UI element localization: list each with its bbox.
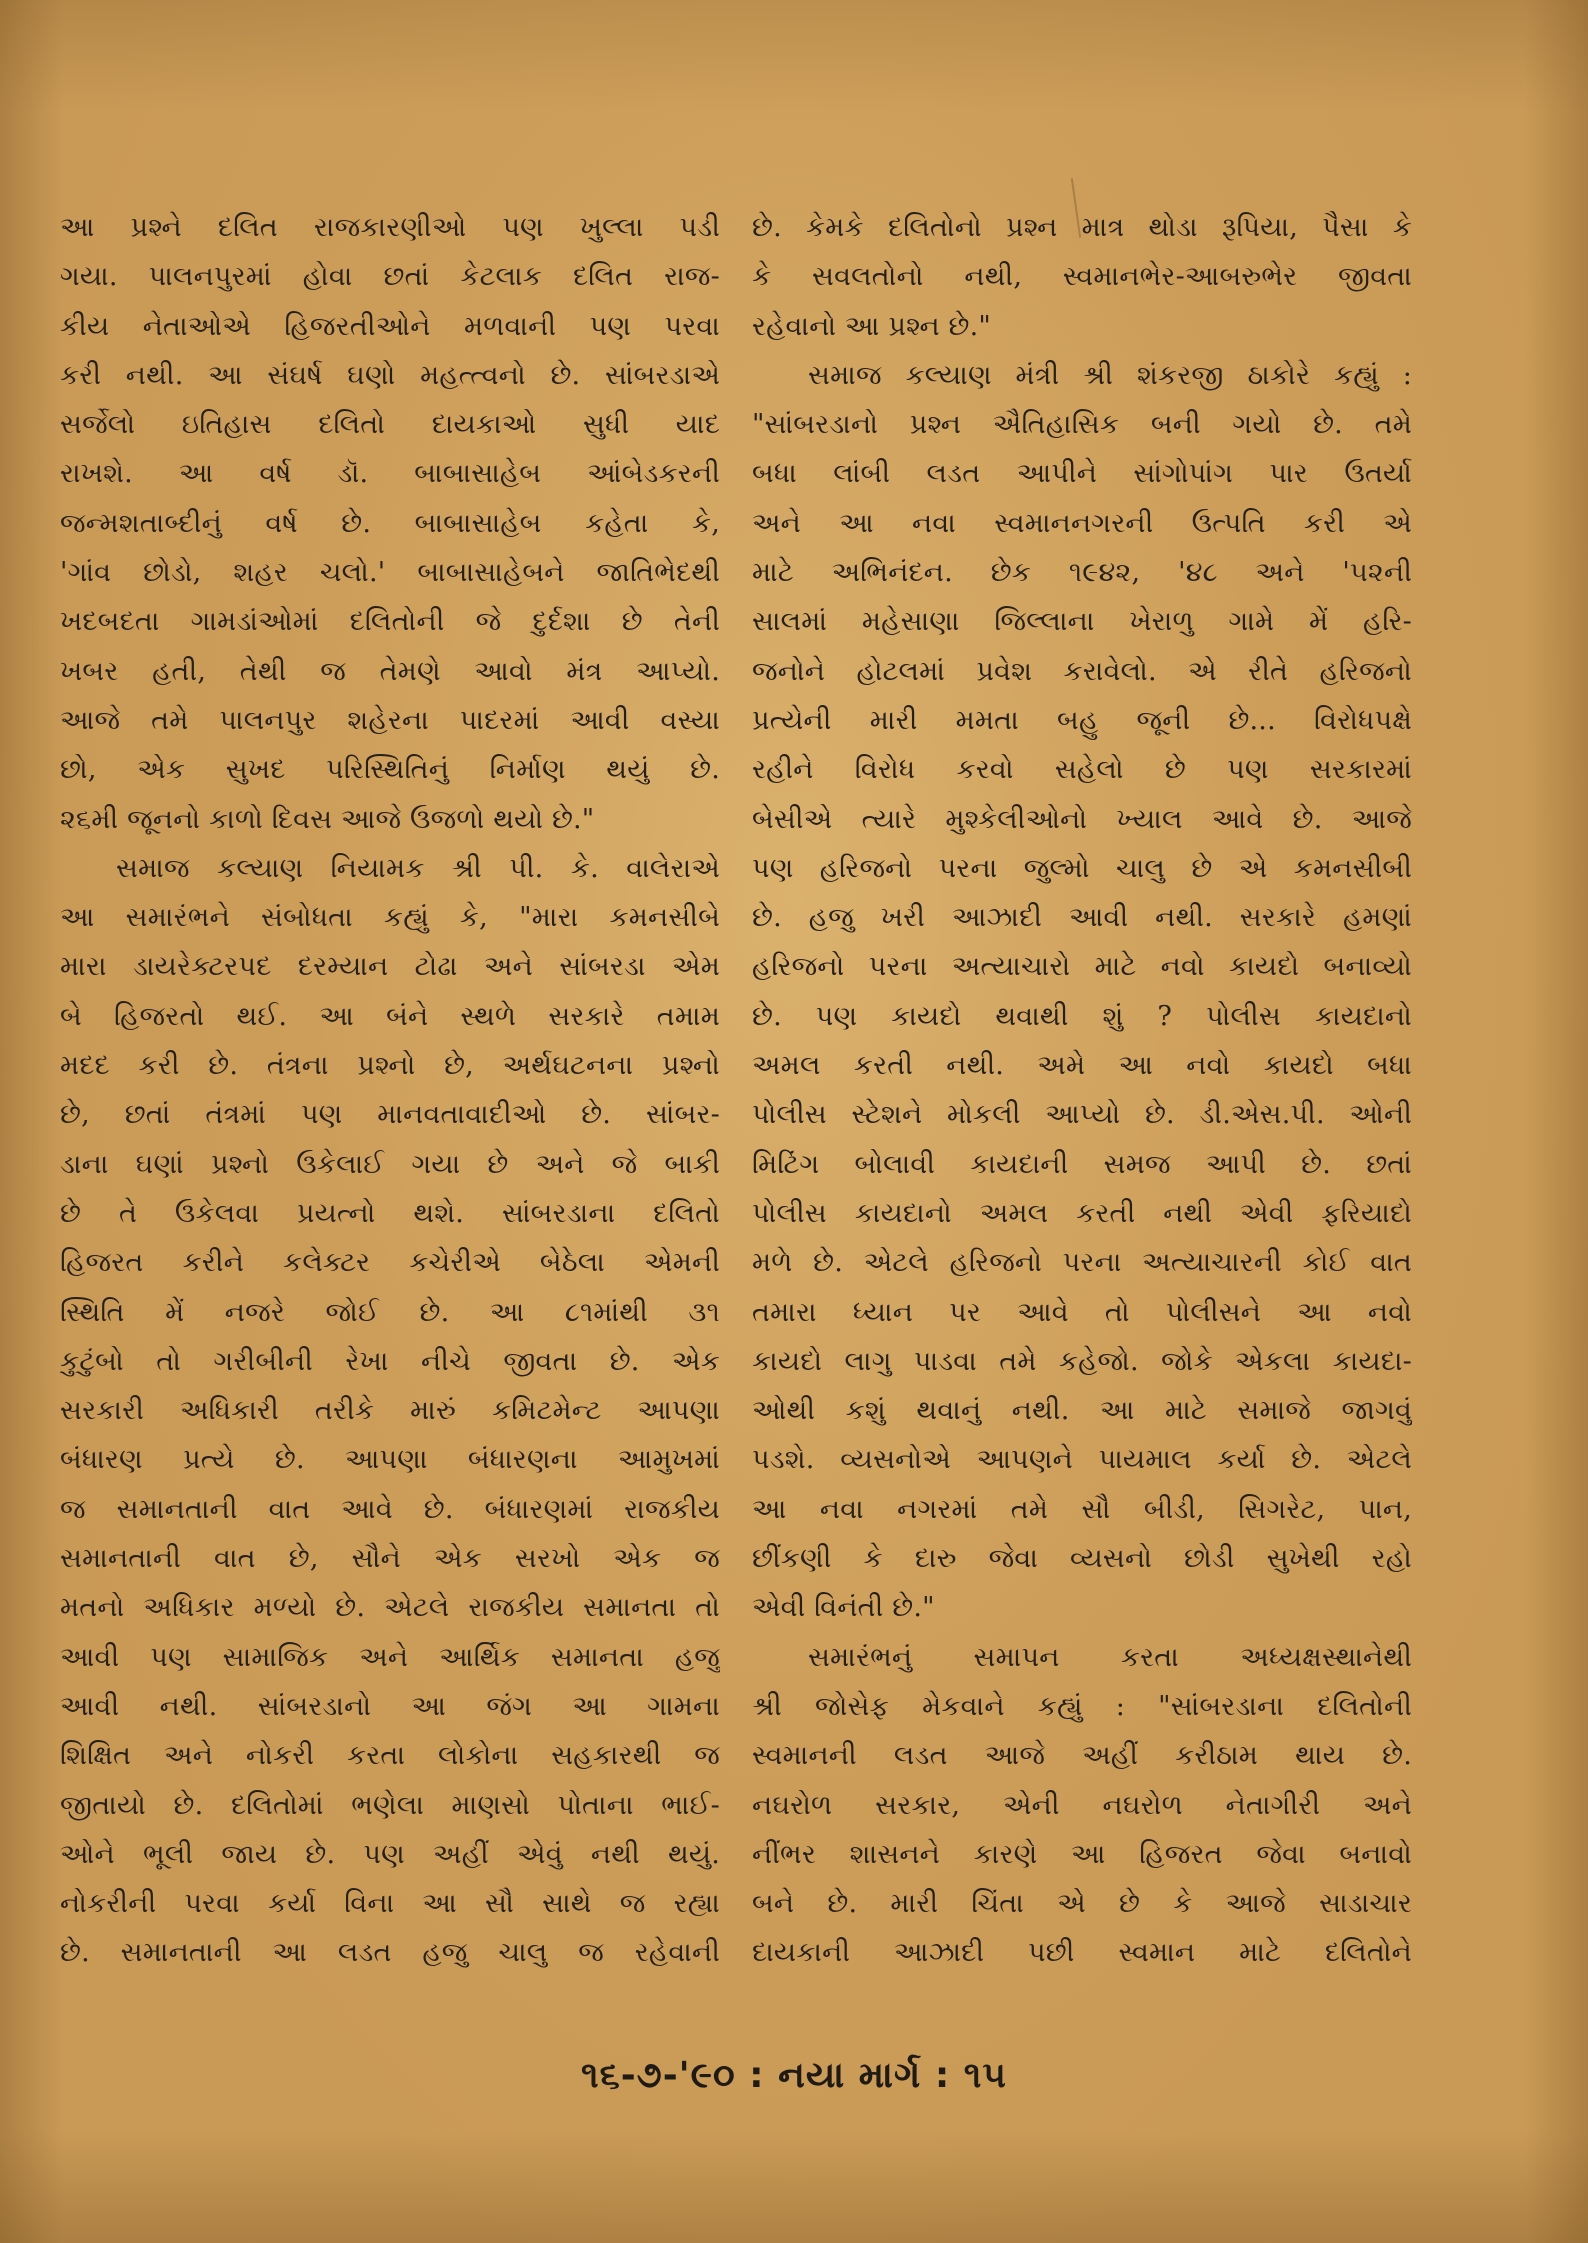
text-line: બધા લાંબી લડત આપીને સાંગોપાંગ પાર ઉતર્યા (752, 458, 1412, 490)
text-line: છીંકણી કે દારુ જેવા વ્યસનો છોડી સુખેથી રહો (752, 1543, 1412, 1575)
text-line: કે સવલતોનો નથી, સ્વમાનભેર-આબરુભેર જીવતા (752, 261, 1412, 293)
text-line: આ નવા નગરમાં તમે સૌ બીડી, સિગરેટ, પાન, (752, 1493, 1412, 1525)
text-line: હરિજનો પરના અત્યાચારો માટે નવો કાયદો બનાવ્યો (752, 951, 1412, 983)
text-line: જન્મશતાબ્દીનું વર્ષ છે. બાબાસાહેબ કહેતા કે, (60, 507, 720, 539)
text-line: છે. પણ કાયદો થવાથી શું ? પોલીસ કાયદાનો (752, 1000, 1412, 1032)
text-line: જીતાયો છે. દલિતોમાં ભણેલા માણસો પોતાના ભાઈ- (60, 1789, 720, 1821)
text-line: શિક્ષિત અને નોકરી કરતા લોકોના સહકારથી જ (60, 1740, 720, 1772)
text-line: કુટુંબો તો ગરીબીની રેખા નીચે જીવતા છે. એક (60, 1345, 720, 1377)
text-line: દાયકાની આઝાદી પછી સ્વમાન માટે દલિતોને (752, 1937, 1412, 1969)
text-line: અમલ કરતી નથી. અમે આ નવો કાયદો બધા (752, 1050, 1412, 1082)
text-line: સ્થિતિ મેં નજરે જોઈ છે. આ ૮૧માંથી ૩૧ (60, 1296, 720, 1328)
text-line: ખબર હતી, તેથી જ તેમણે આવો મંત્ર આપ્યો. (60, 655, 720, 687)
text-line: રહેવાનો આ પ્રશ્ન છે." (752, 310, 992, 342)
text-line: આ સમારંભને સંબોધતા કહ્યું કે, "મારા કમનસીબે (60, 902, 720, 934)
text-line: આ પ્રશ્ને દલિત રાજકારણીઓ પણ ખુલ્લા પડી (60, 212, 720, 243)
left-column (60, 203, 720, 1978)
page-footer: ૧૬-૭-'૯૦ : નયા માર્ગ : ૧૫ (580, 2055, 1008, 2096)
text-line: કરી નથી. આ સંઘર્ષ ઘણો મહત્ત્વનો છે. સાંબરડાએ (60, 359, 720, 391)
text-line: ગયા. પાલનપુરમાં હોવા છતાં કેટલાક દલિત રાજ- (60, 261, 720, 293)
text-line: કીય નેતાઓએ હિજરતીઓને મળવાની પણ પરવા (60, 310, 720, 342)
right-column (752, 203, 1412, 1978)
text-line: એવી વિનંતી છે." (752, 1592, 935, 1624)
text-line: બેસીએ ત્યારે મુશ્કેલીઓનો ખ્યાલ આવે છે. આજે (752, 803, 1412, 835)
text-line: છે, છતાં તંત્રમાં પણ માનવતાવાદીઓ છે. સાંબર- (60, 1099, 720, 1131)
text-line: ઓને ભૂલી જાય છે. પણ અહીં એવું નથી થયું. (60, 1838, 720, 1870)
text-line: બંધારણ પ્રત્યે છે. આપણા બંધારણના આમુખમાં (60, 1444, 720, 1476)
text-line: ડાના ઘણાં પ્રશ્નો ઉકેલાઈ ગયા છે અને જે બાકી (60, 1148, 720, 1180)
text-line: સમાનતાની વાત છે, સૌને એક સરખો એક જ (60, 1543, 720, 1575)
text-line: નોકરીની પરવા કર્યા વિના આ સૌ સાથે જ રહ્યા (60, 1888, 720, 1920)
text-line: તમારા ધ્યાન પર આવે તો પોલીસને આ નવો (752, 1296, 1412, 1328)
text-line: આજે તમે પાલનપુર શહેરના પાદરમાં આવી વસ્યા (60, 704, 720, 736)
text-line: "સાંબરડાનો પ્રશ્ન ઐતિહાસિક બની ગયો છે. તમે (752, 409, 1412, 441)
text-line: બે હિજરતો થઈ. આ બંને સ્થળે સરકારે તમામ (60, 1000, 720, 1032)
text-line: જનોને હોટલમાં પ્રવેશ કરાવેલો. એ રીતે હરિજનો (752, 655, 1412, 687)
text-line: અને આ નવા સ્વમાનનગરની ઉત્પતિ કરી એ (752, 507, 1412, 539)
text-line: રાખશે. આ વર્ષ ડૉ. બાબાસાહેબ આંબેડકરની (60, 458, 720, 490)
text-line: છે. હજુ ખરી આઝાદી આવી નથી. સરકારે હમણાં (752, 902, 1412, 934)
text-line: ખદબદતા ગામડાંઓમાં દલિતોની જે દુર્દશા છે તેની (60, 606, 720, 638)
text-line: સરકારી અધિકારી તરીકે મારું કમિટમેન્ટ આપણા (60, 1395, 720, 1427)
text-line: સમારંભનું સમાપન કરતા અધ્યક્ષસ્થાનેથી (808, 1641, 1412, 1673)
text-line: પોલીસ કાયદાનો અમલ કરતી નથી એવી ફરિયાદો (752, 1197, 1412, 1229)
text-line: નઘરોળ સરકાર, એની નઘરોળ નેતાગીરી અને (752, 1789, 1412, 1821)
text-line: છે. સમાનતાની આ લડત હજુ ચાલુ જ રહેવાની (60, 1937, 720, 1969)
text-line: સ્વમાનની લડત આજે અહીં કરીઠામ થાય છે. (752, 1740, 1412, 1772)
text-line: મદદ કરી છે. તંત્રના પ્રશ્નો છે, અર્થઘટનના પ્રશ્નો (60, 1050, 720, 1082)
text-line: હિજરત કરીને કલેક્ટર કચેરીએ બેઠેલા એમની (60, 1247, 720, 1279)
text-line: 'ગાંવ છોડો, શહર ચલો.' બાબાસાહેબને જાતિભેદથી (60, 557, 720, 589)
text-line: છો, એક સુખદ પરિસ્થિતિનું નિર્માણ થયું છે. (60, 754, 720, 786)
text-line: માટે અભિનંદન. છેક ૧૯૪૨, '૪૮ અને '૫૨ની (752, 557, 1412, 589)
text-line: રહીને વિરોધ કરવો સહેલો છે પણ સરકારમાં (752, 754, 1412, 786)
text-line: સમાજ કલ્યાણ મંત્રી શ્રી શંકરજી ઠાકોરે કહ્યું : (808, 359, 1412, 391)
text-line: ઓથી કશું થવાનું નથી. આ માટે સમાજે જાગવું (752, 1395, 1412, 1427)
text-line: આવી નથી. સાંબરડાનો આ જંગ આ ગામના (60, 1690, 720, 1722)
text-line: પડશે. વ્યસનોએ આપણને પાયમાલ કર્યા છે. એટલે (752, 1444, 1412, 1476)
text-line: છે. કેમકે દલિતોનો પ્રશ્ન માત્ર થોડા રૂપિયા, પૈસા કે (752, 212, 1412, 243)
text-line: પ્રત્યેની મારી મમતા બહુ જૂની છે... વિરોધપક્ષે (752, 704, 1412, 736)
text-line: સર્જેલો ઇતિહાસ દલિતો દાયકાઓ સુધી યાદ (60, 409, 720, 441)
text-line: આવી પણ સામાજિક અને આર્થિક સમાનતા હજુ (60, 1641, 720, 1673)
text-line: મિટિંગ બોલાવી કાયદાની સમજ આપી છે. છતાં (752, 1148, 1412, 1180)
text-line: સાલમાં મહેસાણા જિલ્લાના ખેરાળુ ગામે મેં હરિ- (752, 606, 1412, 638)
text-line: શ્રી જોસેફ મેકવાને કહ્યું : "સાંબરડાના દલિતોની (752, 1690, 1412, 1722)
text-line: સમાજ કલ્યાણ નિયામક શ્રી પી. કે. વાલેરાએ (116, 852, 720, 884)
text-line: નીંભર શાસનને કારણે આ હિજરત જેવા બનાવો (752, 1838, 1412, 1870)
text-line: પોલીસ સ્ટેશને મોકલી આપ્યો છે. ડી.એસ.પી. ઓની (752, 1099, 1412, 1131)
text-line: ૨૬મી જૂનનો કાળો દિવસ આજે ઉજળો થયો છે." (60, 803, 595, 835)
text-line: મતનો અધિકાર મળ્યો છે. એટલે રાજકીય સમાનતા તો (60, 1592, 720, 1624)
text-line: મારા ડાયરેક્ટરપદ દરમ્યાન ટોઢા અને સાંબરડા એમ (60, 951, 720, 983)
text-line: કાયદો લાગુ પાડવા તમે કહેજો. જોકે એકલા કાયદા- (752, 1345, 1412, 1377)
text-line: મળે છે. એટલે હરિજનો પરના અત્યાચારની કોઈ વાત (752, 1247, 1412, 1279)
text-line: જ સમાનતાની વાત આવે છે. બંધારણમાં રાજકીય (60, 1493, 720, 1525)
text-line: બને છે. મારી ચિંતા એ છે કે આજે સાડાચાર (752, 1888, 1412, 1920)
text-line: છે તે ઉકેલવા પ્રયત્નો થશે. સાંબરડાના દલિતો (60, 1197, 720, 1229)
text-line: પણ હરિજનો પરના જુલ્મો ચાલુ છે એ કમનસીબી (752, 852, 1412, 884)
